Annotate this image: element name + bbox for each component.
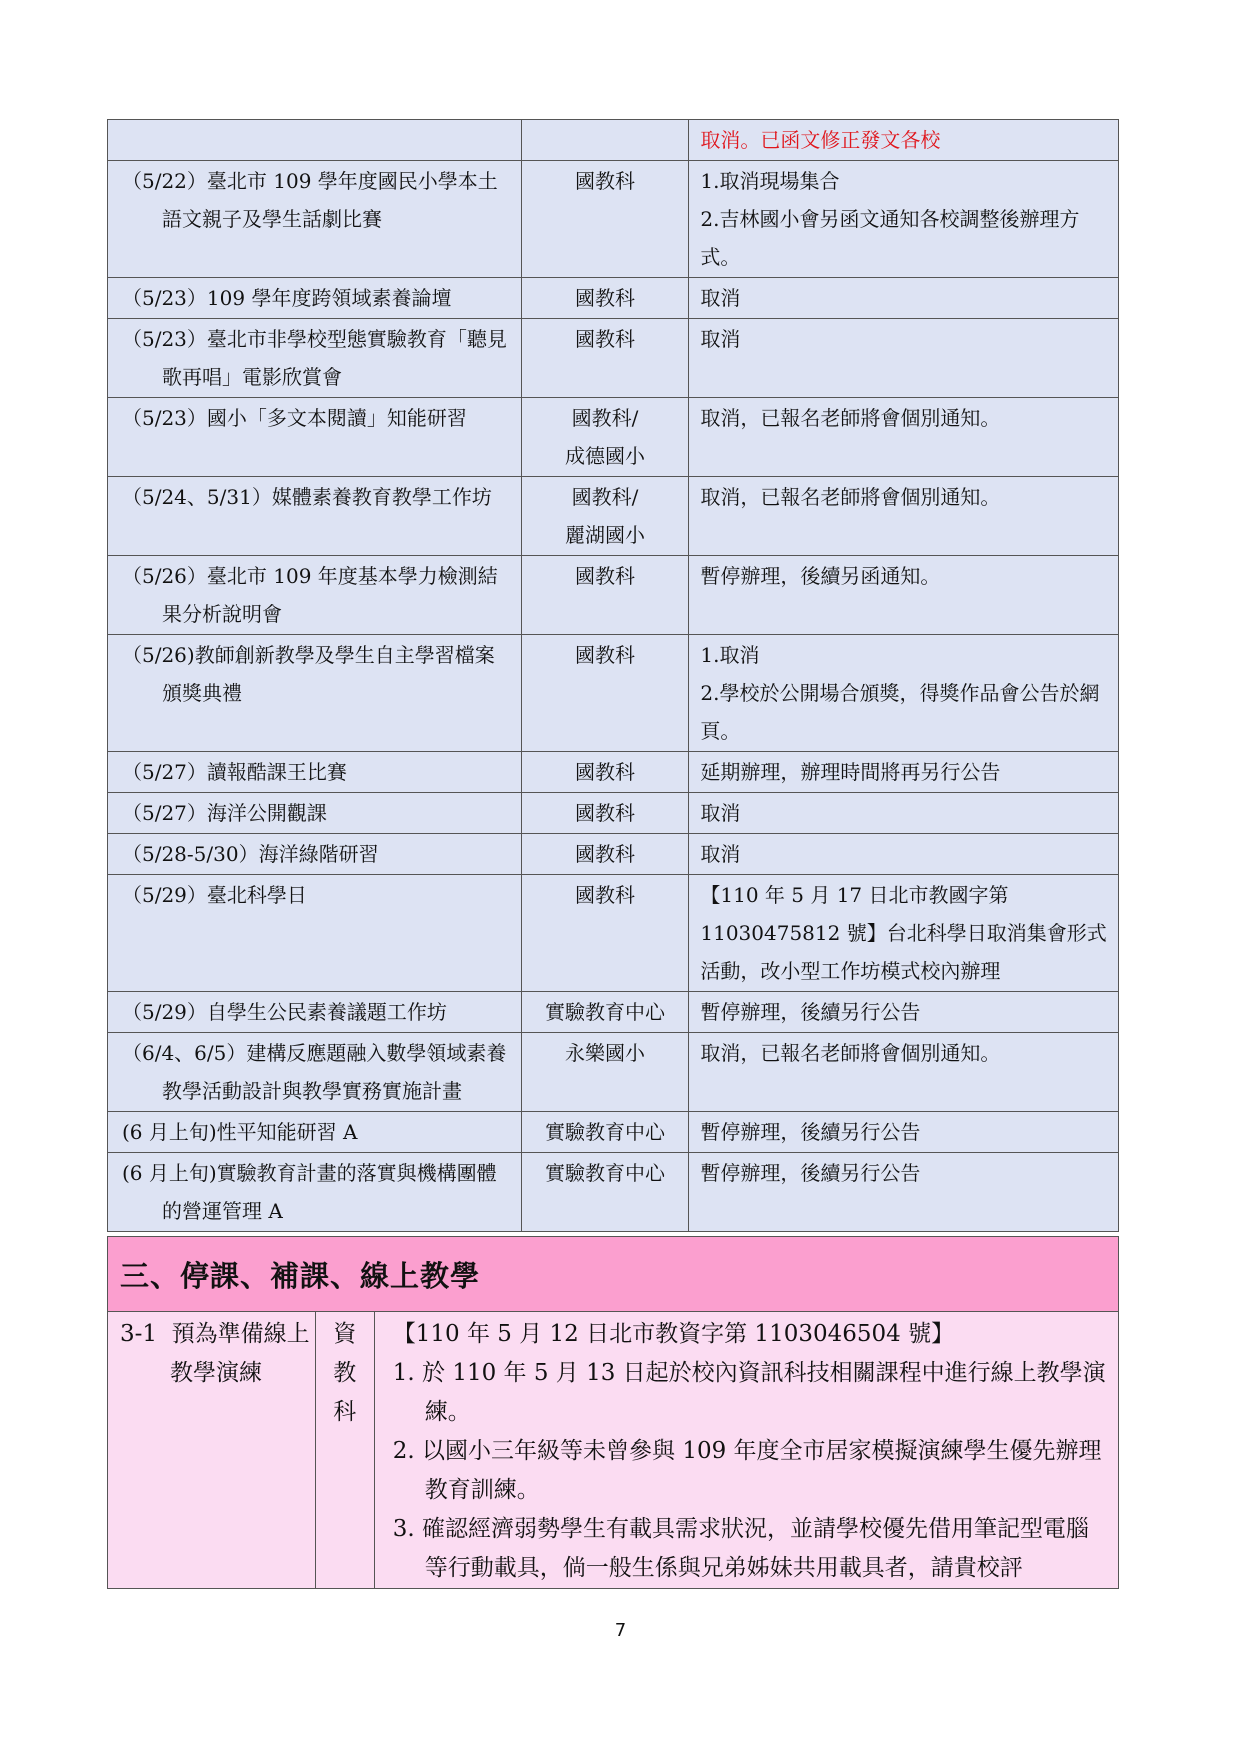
event-status: 暫停辦理，後續另行公告 [689, 992, 1119, 1033]
event-name: （5/22）臺北市 109 學年度國民小學本土語文親子及學生話劇比賽 [108, 161, 522, 278]
event-status: 取消 [689, 834, 1119, 875]
table-row [108, 556, 1119, 635]
event-unit: 永樂國小 [521, 1033, 689, 1112]
event-status: 取消 [689, 793, 1119, 834]
events-table [107, 119, 1119, 1232]
event-status: 暫停辦理，後續另行公告 [689, 1153, 1119, 1232]
table-row [108, 161, 1119, 278]
event-unit: 國教科 [521, 752, 689, 793]
page-number: 7 [614, 1620, 627, 1641]
list-item: 3. 確認經濟弱勢學生有載具需求狀況，並請學校優先借用筆記型電腦等行動載具，倘一般生係與兄弟姊妹共用載具者，請貴校評 [392, 1516, 1090, 1581]
event-name: （5/29）臺北科學日 [108, 875, 522, 992]
table-row [108, 1033, 1119, 1112]
event-name: （6/4、6/5）建構反應題融入數學領域素養教學活動設計與教學實務實施計畫 [108, 1033, 522, 1112]
event-unit: 國教科 [521, 793, 689, 834]
event-status: 取消。已函文修正發文各校 [689, 120, 1119, 161]
section-heading: 三、停課、補課、線上教學 [108, 1237, 1119, 1312]
event-name: (6 月上旬)性平知能研習 A [108, 1112, 522, 1153]
event-status: 取消，已報名老師將會個別通知。 [689, 398, 1119, 477]
event-status: 1.取消 2.學校於公開場合頒獎，得獎作品會公告於網頁。 [689, 635, 1119, 752]
event-name: （5/28-5/30）海洋綠階研習 [108, 834, 522, 875]
event-unit: 實驗教育中心 [521, 992, 689, 1033]
event-unit: 國教科/ 成德國小 [521, 398, 689, 477]
table-row [108, 834, 1119, 875]
event-unit: 國教科 [521, 834, 689, 875]
table-row [108, 278, 1119, 319]
event-name: （5/27）海洋公開觀課 [108, 793, 522, 834]
event-status: 暫停辦理，後續另行公告 [689, 1112, 1119, 1153]
event-unit: 國教科 [521, 278, 689, 319]
event-name: （5/23）國小「多文本閱讀」知能研習 [108, 398, 522, 477]
event-status: 取消，已報名老師將會個別通知。 [689, 477, 1119, 556]
event-status: 【110 年 5 月 17 日北市教國字第 11030475812 號】台北科學日取消集會形式活動，改小型工作坊模式校內辦理 [689, 875, 1119, 992]
event-unit: 國教科 [521, 635, 689, 752]
event-status: 暫停辦理，後續另函通知。 [689, 556, 1119, 635]
table-row [108, 793, 1119, 834]
event-unit: 國教科 [521, 556, 689, 635]
table-row [108, 752, 1119, 793]
table-row [108, 992, 1119, 1033]
event-name: （5/26）臺北市 109 年度基本學力檢測結果分析說明會 [108, 556, 522, 635]
event-status: 取消，已報名老師將會個別通知。 [689, 1033, 1119, 1112]
event-name [108, 120, 522, 161]
item-unit [315, 1312, 374, 1589]
item-title: 預為準備線上教學演練 [170, 1321, 310, 1386]
table-row [108, 1153, 1119, 1232]
event-name: （5/26)教師創新教學及學生自主學習檔案頒獎典禮 [108, 635, 522, 752]
table-row [108, 120, 1119, 161]
event-status: 1.取消現場集合 2.吉林國小會另函文通知各校調整後辦理方式。 [689, 161, 1119, 278]
event-name: （5/24、5/31）媒體素養教育教學工作坊 [108, 477, 522, 556]
event-name: （5/27）讀報酷課王比賽 [108, 752, 522, 793]
event-unit: 國教科/ 麗湖國小 [521, 477, 689, 556]
event-name: （5/23）臺北市非學校型態實驗教育「聽見歌再唱」電影欣賞會 [108, 319, 522, 398]
event-status: 取消 [689, 319, 1119, 398]
table-row [108, 398, 1119, 477]
section-table [107, 1236, 1119, 1589]
list-item: 1. 於 110 年 5 月 13 日起於校內資訊科技相關課程中進行線上教學演練。 [392, 1360, 1106, 1425]
table-row [108, 1112, 1119, 1153]
event-status: 延期辦理，辦理時間將再另行公告 [689, 752, 1119, 793]
event-unit: 國教科 [521, 875, 689, 992]
event-name: （5/29）自學生公民素養議題工作坊 [108, 992, 522, 1033]
table-row [108, 477, 1119, 556]
event-name: (6 月上旬)實驗教育計畫的落實與機構團體的營運管理 A [108, 1153, 522, 1232]
event-unit: 國教科 [521, 161, 689, 278]
item-number: 3-1 [120, 1321, 158, 1347]
table-row [108, 875, 1119, 992]
event-unit: 實驗教育中心 [521, 1153, 689, 1232]
event-status: 取消 [689, 278, 1119, 319]
table-row [108, 319, 1119, 398]
event-unit: 國教科 [521, 319, 689, 398]
item-body [374, 1312, 1118, 1589]
event-name: （5/23）109 學年度跨領域素養論壇 [108, 278, 522, 319]
list-item: 2. 以國小三年級等未曾參與 109 年度全市居家模擬演練學生優先辦理教育訓練。 [392, 1438, 1102, 1503]
event-unit: 實驗教育中心 [521, 1112, 689, 1153]
table-row [108, 635, 1119, 752]
item-unit-text: 資 教 科 [333, 1321, 357, 1425]
item-points [393, 1354, 1108, 1588]
item-cell [108, 1312, 316, 1589]
item-notice: 【110 年 5 月 12 日北市教資字第 1103046504 號】 [392, 1321, 955, 1347]
event-unit [521, 120, 689, 161]
